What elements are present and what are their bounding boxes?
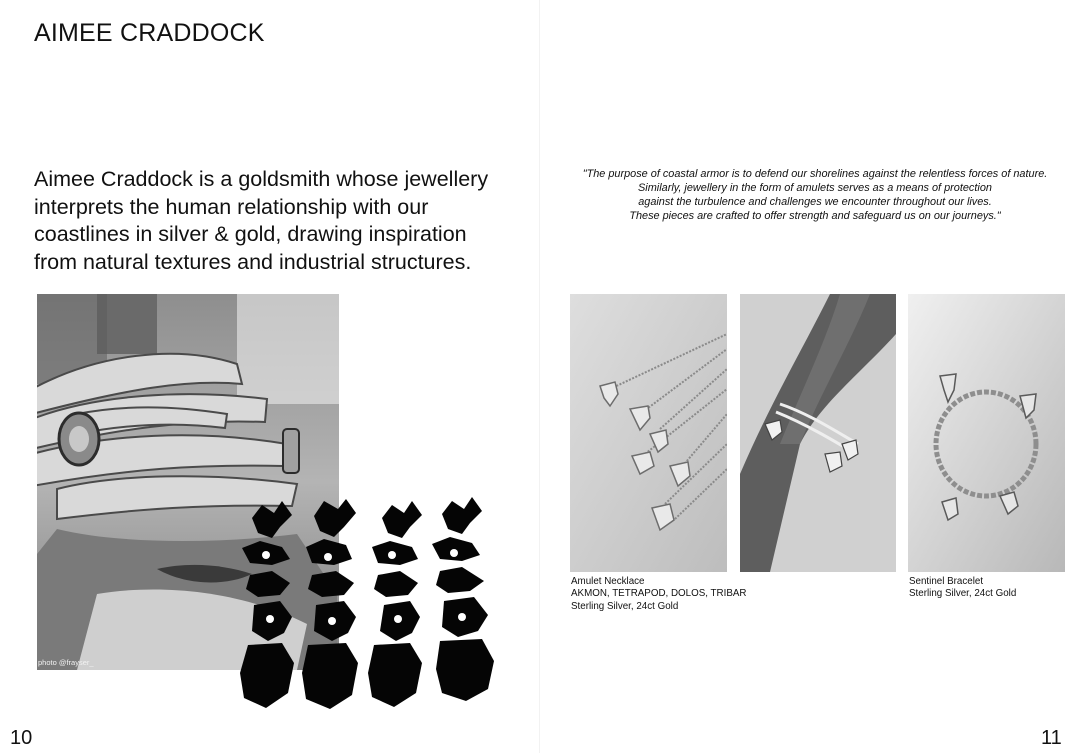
bracelet-on-wrist-photo bbox=[740, 294, 896, 572]
amulet-necklace-photo bbox=[570, 294, 727, 572]
caption-title: Sentinel Bracelet bbox=[909, 576, 984, 587]
sentinel-bracelet-photo bbox=[908, 294, 1065, 572]
page-number-right: 11 bbox=[1041, 727, 1062, 749]
designer-name-heading: AIMEE CRADDOCK bbox=[34, 19, 265, 47]
black-brush-stroke-glyphs bbox=[232, 493, 504, 718]
spine-gutter bbox=[539, 0, 540, 753]
quote-line: These pieces are crafted to offer strength and safeguard us on our journeys." bbox=[629, 210, 1001, 222]
caption-models: AKMON, TETRAPOD, DOLOS, TRIBAR bbox=[571, 588, 747, 600]
quote-line: Similarly, jewellery in the form of amulets serves as a means of protection bbox=[638, 182, 992, 194]
caption-title: Amulet Necklace bbox=[571, 576, 645, 587]
photo-credit: photo @frayser_ bbox=[38, 658, 94, 667]
amulet-necklace-caption bbox=[571, 576, 746, 613]
caption-materials: Sterling Silver, 24ct Gold bbox=[909, 588, 1017, 600]
caption-materials: Sterling Silver, 24ct Gold bbox=[571, 600, 679, 612]
sentinel-bracelet-caption bbox=[909, 576, 1016, 601]
quote-line: "The purpose of coastal armor is to defend our shorelines against the relentless forces of nature. bbox=[582, 168, 1048, 180]
intro-paragraph: Aimee Craddock is a goldsmith whose jewellery interprets the human relationship with our coastlines in silver & gold, drawing inspiration from natural textures and industrial structures. bbox=[34, 167, 489, 274]
designer-quote bbox=[562, 167, 1068, 223]
page-number-left: 10 bbox=[10, 727, 33, 749]
quote-line: against the turbulence and challenges we encounter throughout our lives. bbox=[638, 196, 992, 208]
